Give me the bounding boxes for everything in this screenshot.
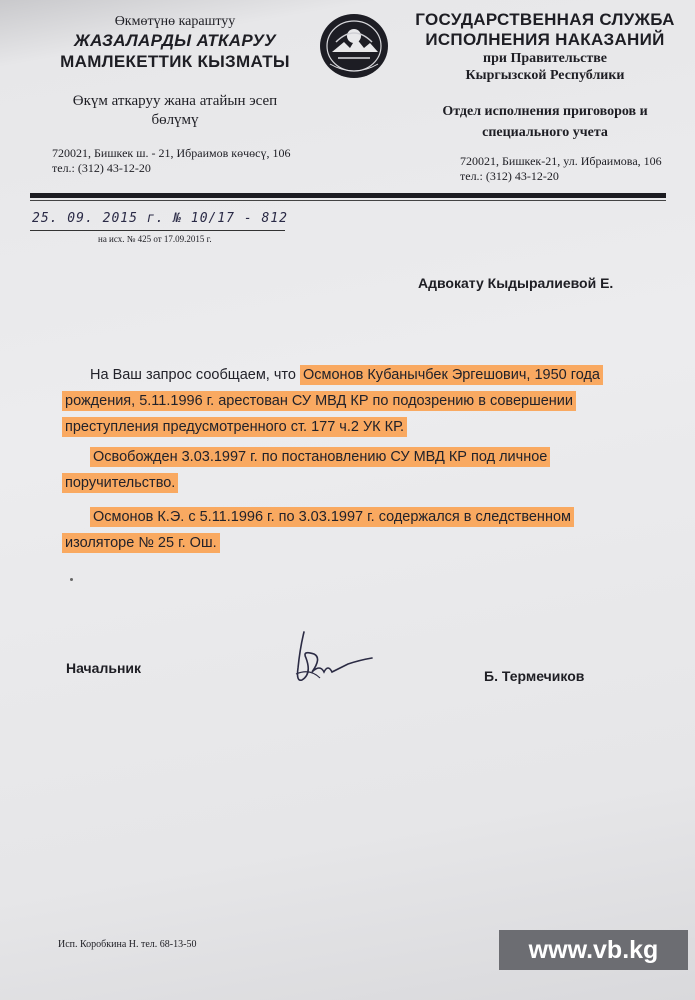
header-ru-line2: ИСПОЛНЕНИЯ НАКАЗАНИЙ — [425, 30, 665, 49]
header-ru-line1: ГОСУДАРСТВЕННАЯ СЛУЖБА — [415, 10, 675, 29]
header-ru-address: 720021, Бишкек-21, ул. Ибраимова, 106 — [460, 154, 662, 168]
header-ru-dept-line2: специального учета — [482, 125, 608, 140]
header-ru-line4: Кыргызской Республики — [465, 68, 625, 83]
header-ru — [400, 10, 690, 84]
highlight-name: Осмонов Кубанычбек Эргешович, 1950 года — [300, 365, 603, 385]
header-ru-line3: при Правительстве — [483, 51, 607, 66]
paper-speck — [70, 578, 73, 581]
signatory-position: Начальник — [66, 660, 142, 676]
highlight-detention: Осмонов К.Э. с 5.11.1996 г. по 3.03.1997 г. содержался в следственном — [90, 507, 574, 527]
header-ru-department — [420, 101, 670, 143]
incoming-reference: на исх. № 425 от 17.09.2015 г. — [98, 234, 212, 244]
header-kg-contacts — [52, 146, 290, 176]
body-paragraph-3 — [62, 504, 662, 556]
addressee: Адвокату Кыдыралиевой Е. — [418, 275, 614, 291]
header-divider-thin — [30, 200, 666, 201]
header-kg-line2: ЖАЗАЛАРДЫ АТКАРУУ — [74, 31, 276, 50]
outgoing-number: 25. 09. 2015 г. № 10/17 - 812 — [32, 211, 288, 226]
outgoing-number-underline — [30, 230, 285, 231]
header-kg-dept-line1: Өкүм аткаруу жана атайын эсеп — [72, 93, 278, 109]
header-kg — [40, 14, 310, 72]
header-ru-phone: тел.: (312) 43-12-20 — [460, 169, 559, 183]
executor-note: Исп. Коробкина Н. тел. 68-13-50 — [58, 939, 197, 950]
header-kg-department — [45, 92, 305, 130]
header-kg-dept-line2: бөлүмү — [151, 112, 199, 128]
highlight-article: преступления предусмотренного ст. 177 ч.2 УК КР. — [62, 417, 407, 437]
header-divider — [30, 193, 666, 198]
header-kg-line3: МАМЛЕКЕТТИК КЫЗМАТЫ — [60, 52, 290, 71]
header-ru-contacts — [460, 154, 662, 184]
highlight-facility: изоляторе № 25 г. Ош. — [62, 533, 220, 553]
header-kg-line1: Өкмөтүнө караштуу — [114, 14, 236, 29]
header-kg-address: 720021, Бишкек ш. - 21, Ибраимов көчөсү, 106 — [52, 146, 291, 160]
body-paragraph-1-lead: На Ваш запрос сообщаем, что — [90, 367, 300, 383]
site-watermark: www.vb.kg — [499, 930, 688, 970]
header-ru-dept-line1: Отдел исполнения приговоров и — [442, 104, 648, 119]
highlight-arrest: рождения, 5.11.1996 г. арестован СУ МВД КР по подозрению в совершении — [62, 391, 576, 411]
handwritten-signature-icon — [290, 628, 376, 690]
highlight-bail: поручительство. — [62, 473, 178, 493]
header-kg-phone: тел.: (312) 43-12-20 — [52, 161, 151, 175]
signatory-name: Б. Термечиков — [484, 668, 585, 684]
kyrgyz-state-emblem-icon — [316, 12, 392, 80]
body-paragraph-1 — [62, 362, 662, 440]
highlight-release: Освобожден 3.03.1997 г. по постановлению СУ МВД КР под личное — [90, 447, 550, 467]
body-paragraph-2 — [62, 444, 662, 496]
